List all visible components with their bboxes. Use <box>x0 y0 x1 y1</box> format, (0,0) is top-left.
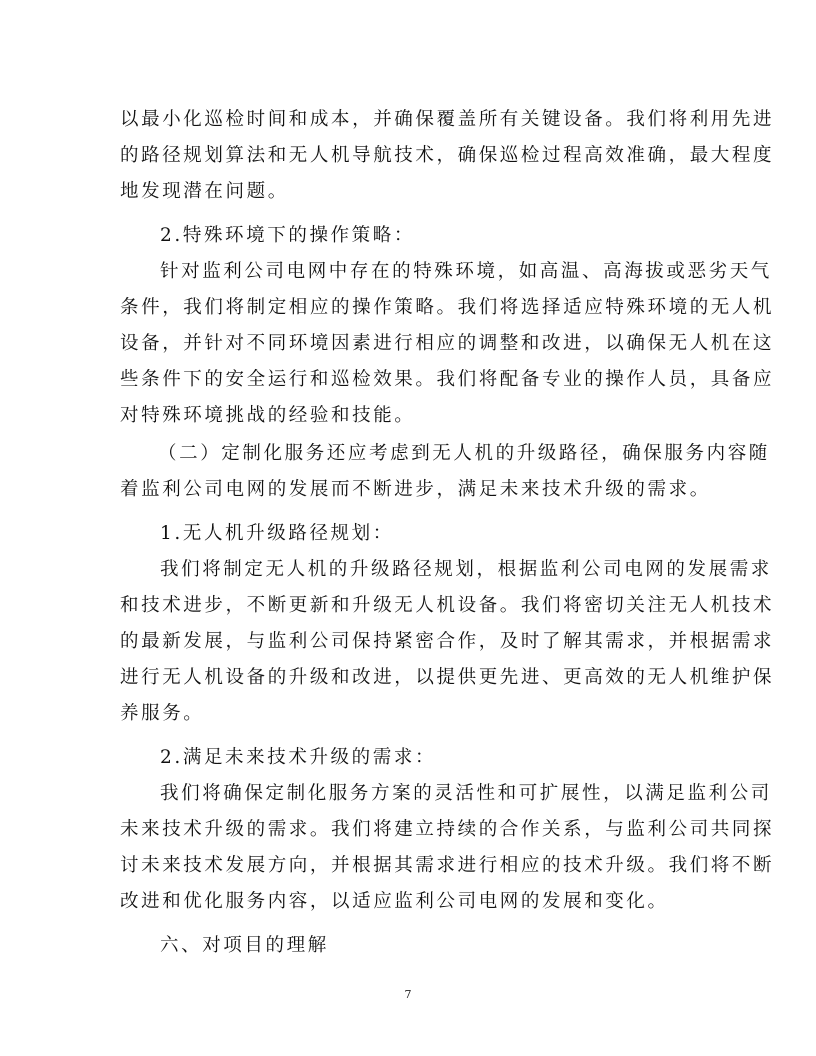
section-heading: 六、对项目的理解 <box>160 935 329 956</box>
section-heading: 2.满足未来技术升级的需求： <box>160 747 437 768</box>
paragraph-line: 对特殊环境挑战的经验和技能。 <box>120 405 416 426</box>
paragraph-line: 以最小化巡检时间和成本，并确保覆盖所有关键设备。我们将利用先进 <box>120 109 775 130</box>
paragraph-line: 改进和优化服务内容，以适应监利公司电网的发展和变化。 <box>120 891 669 912</box>
paragraph-line: 的最新发展，与监利公司保持紧密合作，及时了解其需求，并根据需求 <box>120 631 775 652</box>
paragraph-line: 养服务。 <box>120 703 205 724</box>
paragraph-line: 些条件下的安全运行和巡检效果。我们将配备专业的操作人员，具备应 <box>120 369 775 390</box>
paragraph-line: 针对监利公司电网中存在的特殊环境，如高温、高海拔或恶劣天气 <box>160 261 772 282</box>
paragraph-line: 的路径规划算法和无人机导航技术，确保巡检过程高效准确，最大程度 <box>120 145 775 166</box>
page-number: 7 <box>404 988 412 1001</box>
paragraph-line: 我们将确保定制化服务方案的灵活性和可扩展性，以满足监利公司 <box>160 783 772 804</box>
paragraph-line: 地发现潜在问题。 <box>120 181 289 202</box>
section-heading: 2.特殊环境下的操作策略： <box>160 225 415 246</box>
paragraph-line: 未来技术升级的需求。我们将建立持续的合作关系，与监利公司共同探 <box>120 819 775 840</box>
paragraph-line: 和技术进步，不断更新和升级无人机设备。我们将密切关注无人机技术 <box>120 595 775 616</box>
paragraph-line: 着监利公司电网的发展而不断进步，满足未来技术升级的需求。 <box>120 479 711 500</box>
paragraph-line: 我们将制定无人机的升级路径规划，根据监利公司电网的发展需求 <box>160 559 772 580</box>
paragraph-line: 讨未来技术发展方向，并根据其需求进行相应的技术升级。我们将不断 <box>120 855 775 876</box>
paragraph-line: 设备，并针对不同环境因素进行相应的调整和改进，以确保无人机在这 <box>120 333 775 354</box>
section-heading: 1.无人机升级路径规划： <box>160 523 394 544</box>
section-heading: （二）定制化服务还应考虑到无人机的升级路径，确保服务内容随 <box>158 443 770 464</box>
paragraph-line: 条件，我们将制定相应的操作策略。我们将选择适应特殊环境的无人机 <box>120 297 775 318</box>
paragraph-line: 进行无人机设备的升级和改进，以提供更先进、更高效的无人机维护保 <box>120 667 775 688</box>
